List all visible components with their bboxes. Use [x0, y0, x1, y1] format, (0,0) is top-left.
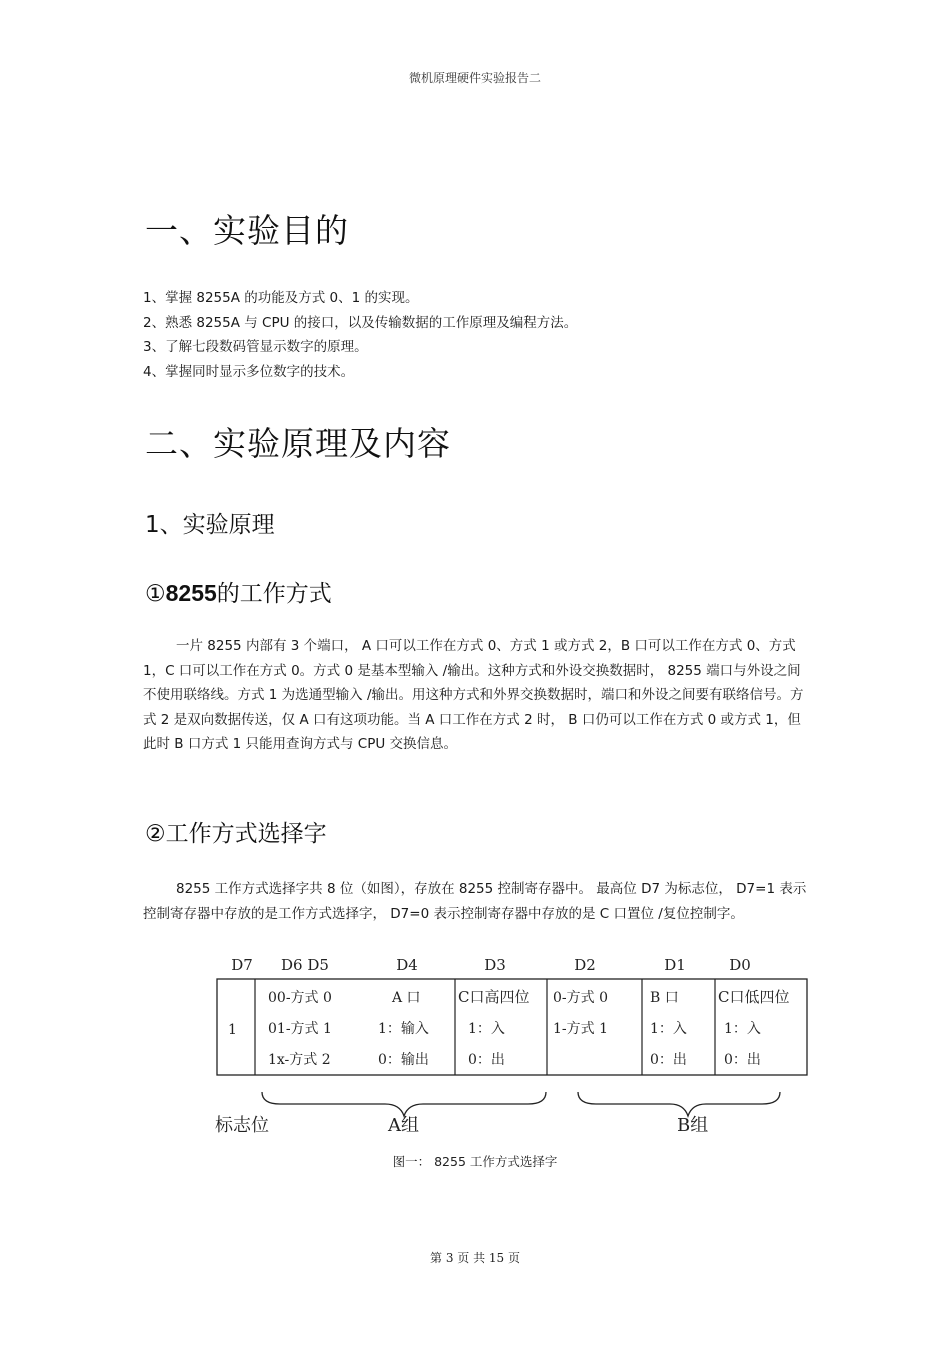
d6d5-option-1: 00-方式 0 [268, 990, 332, 1006]
bit-label-d0: D0 [729, 956, 751, 974]
d1-option-1: 1：入 [650, 1021, 687, 1037]
objective-item-2: 2、熟悉 8255A 与 CPU 的接口，以及传输数据的工作原理及编程方法。 [143, 315, 578, 331]
figure-caption: 图一： 8255 工作方式选择字 [392, 1154, 558, 1169]
subsection-heading-principle: 1、实验原理 [145, 512, 275, 538]
d2-option-2: 1-方式 1 [553, 1021, 608, 1037]
d3-title: C口高四位 [458, 988, 530, 1006]
d1-title: B 口 [650, 990, 679, 1006]
d4-option-2: 0：输出 [378, 1052, 429, 1068]
subsection-heading-select-word: ②工作方式选择字 [145, 821, 327, 847]
page-header: 微机原理硬件实验报告二 [408, 71, 541, 85]
d0-option-1: 1：入 [724, 1021, 761, 1037]
objective-item-1: 1、掌握 8255A 的功能及方式 0、1 的实现。 [143, 290, 419, 306]
section-heading-principles: 二、实验原理及内容 [145, 424, 451, 463]
bit-label-d3: D3 [484, 956, 506, 974]
bit-label-d6d5: D6 D5 [281, 956, 329, 974]
d0-title: C口低四位 [718, 988, 790, 1006]
paragraph-8255-modes [143, 634, 808, 757]
bit-label-d7: D7 [231, 956, 253, 974]
subsection-heading-8255-modes [145, 575, 332, 608]
paragraph-select-word [143, 877, 808, 926]
d1-option-2: 0：出 [650, 1052, 687, 1068]
objective-item-3: 3、了解七段数码管显示数字的原理。 [143, 339, 368, 355]
paragraph-text: 一片 8255 内部有 3 个端口， A 口可以工作在方式 0、方式 1 或方式 2，B 口可以工作在方式 0、方式 1，C 口可以工作在方式 0。方式 0 是基本型输入 /输出。这种方式和外设交换数据时， 8255 端口与外设之间不使用联络线。方式 1 为选通型输入 /输出。用这种方式和外界交换数据时，端口和外设之间要有联络信号。方式 2 是双向数据传送，仅 A 口有这项功能。当 A 口工作在方式 2 时， B 口仍可以工作在方式 0 或方式 1，但此时 B 口方式 1 只能用查询方式与 CPU 交换信息。 [143, 638, 804, 753]
d4-title: A 口 [392, 990, 421, 1006]
d4-option-1: 1：输入 [378, 1021, 429, 1037]
circled-number: ① [145, 581, 166, 607]
paragraph-text: 8255 工作方式选择字共 8 位（如图），存放在 8255 控制寄存器中。 最高位 D7 为标志位， D7=1 表示控制寄存器中存放的是工作方式选择字， D7=0 表示控制寄存器中存放的是 C 口置位 /复位控制字。 [143, 881, 807, 922]
objective-item-4: 4、掌握同时显示多位数字的技术。 [143, 364, 355, 380]
group-b-brace [578, 1092, 780, 1116]
section-heading-objectives: 一、实验目的 [145, 211, 349, 250]
bit-label-d4: D4 [396, 956, 418, 974]
page-footer: 第 3 页 共 15 页 [430, 1251, 520, 1265]
bit-label-d1: D1 [664, 956, 686, 974]
group-b-label: B组 [677, 1115, 709, 1136]
group-a-label: A组 [388, 1115, 419, 1136]
d0-option-2: 0：出 [724, 1052, 761, 1068]
d3-option-2: 0：出 [468, 1052, 505, 1068]
bit-label-d2: D2 [574, 956, 596, 974]
mode-select-word-figure [200, 950, 820, 1140]
flag-label: 标志位 [215, 1115, 269, 1136]
d7-value: 1 [228, 1022, 237, 1038]
d3-option-1: 1：入 [468, 1021, 505, 1037]
d6d5-option-3: 1x-方式 2 [268, 1052, 331, 1068]
heading-rest: 的工作方式 [216, 581, 332, 607]
d2-option-1: 0-方式 0 [553, 990, 608, 1006]
chip-name: 8255 [165, 580, 217, 606]
d6d5-option-2: 01-方式 1 [268, 1021, 332, 1037]
group-a-brace [262, 1092, 546, 1116]
